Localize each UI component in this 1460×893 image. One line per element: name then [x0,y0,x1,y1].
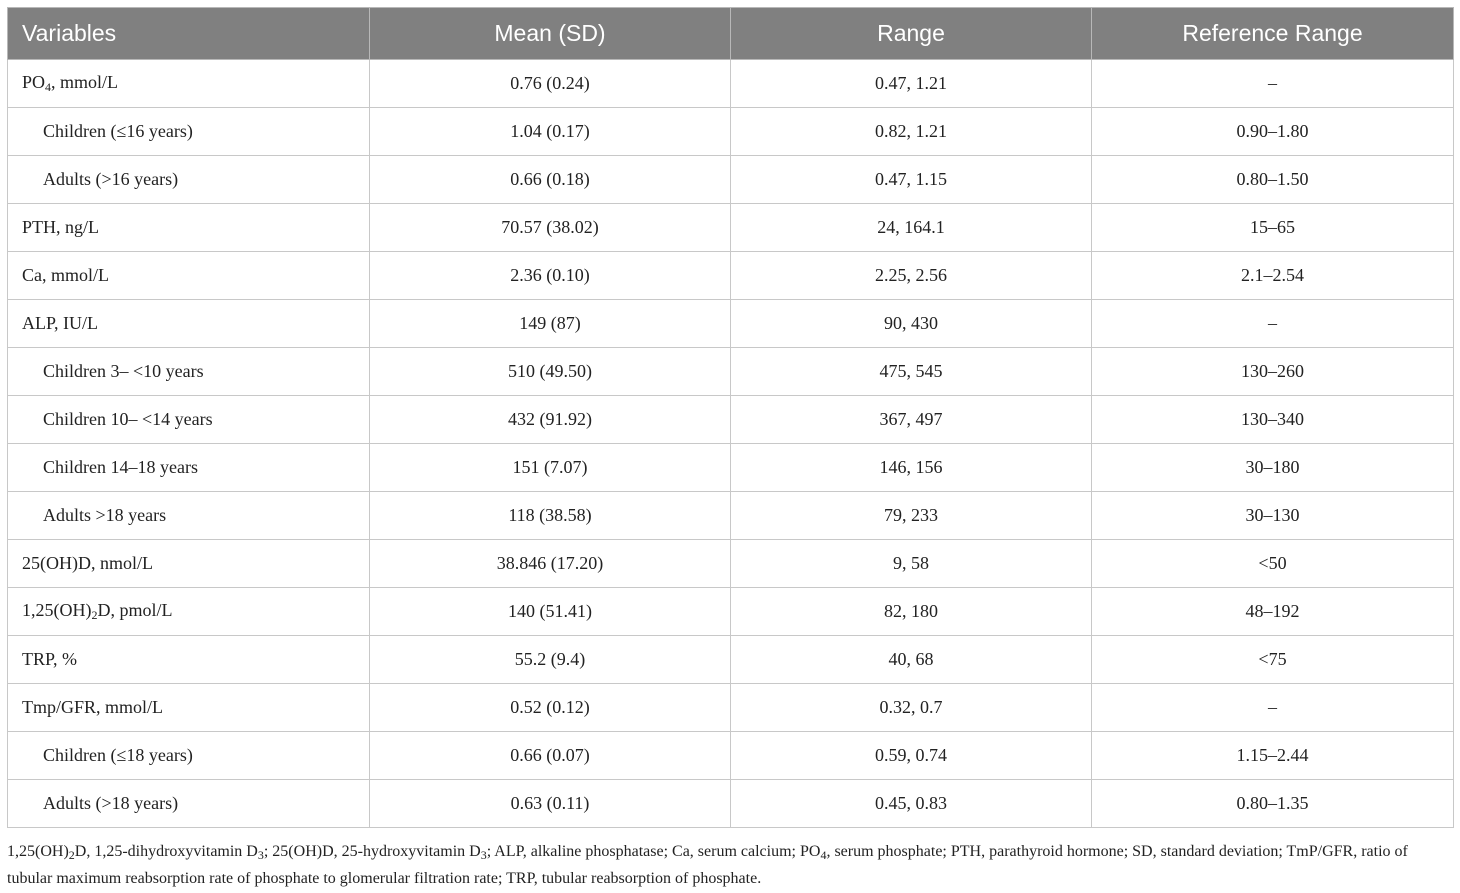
range-cell: 9, 58 [731,540,1092,588]
variable-cell [8,636,370,684]
table-header [8,8,1454,60]
reference-range-cell: 130–340 [1092,396,1454,444]
header-mean-sd: Mean (SD) [370,8,731,60]
reference-range-cell: – [1092,684,1454,732]
mean-sd-cell: 151 (7.07) [370,444,731,492]
header-variables: Variables [8,8,370,60]
mean-sd-cell: 149 (87) [370,300,731,348]
header-reference-range: Reference Range [1092,8,1454,60]
table-footnote [7,840,1453,890]
variable-cell [8,444,370,492]
table-row [8,444,1454,492]
variable-cell [8,588,370,636]
variable-cell [8,780,370,828]
variable-label: Adults (>16 years) [43,169,179,189]
range-cell: 40, 68 [731,636,1092,684]
mean-sd-cell: 432 (91.92) [370,396,731,444]
table-row [8,300,1454,348]
variable-label: Children (≤18 years) [43,745,193,765]
footnote-subscript: 3 [257,848,264,862]
variable-cell [8,492,370,540]
footnote-part: D, 1,25-dihydroxyvitamin D [74,843,258,860]
variable-label: Ca, mmol/L [22,265,109,285]
reference-range-cell: 0.80–1.50 [1092,156,1454,204]
variable-label: ALP, IU/L [22,313,98,333]
range-cell: 90, 430 [731,300,1092,348]
table-row [8,540,1454,588]
table-row [8,732,1454,780]
mean-sd-cell: 140 (51.41) [370,588,731,636]
footnote-part: , serum phosphate; PTH, parathyroid hormone; SD, standard deviation; TmP/GFR, ratio of tubular maximum reabsorption rate of phosphate to glomerular filtration rate; TRP, tubular reabsorption of phosphate. [7,843,1408,887]
reference-range-cell: <75 [1092,636,1454,684]
variable-cell [8,156,370,204]
variable-label-subscript: 4 [45,80,52,94]
variable-label: Children 10– <14 years [43,409,213,429]
table-row [8,348,1454,396]
reference-range-cell: – [1092,60,1454,108]
table-row [8,492,1454,540]
mean-sd-cell: 55.2 (9.4) [370,636,731,684]
table-row [8,780,1454,828]
variable-label: TRP, % [22,649,78,669]
table-body [8,60,1454,828]
variable-cell [8,732,370,780]
table-row [8,588,1454,636]
mean-sd-cell: 0.76 (0.24) [370,60,731,108]
mean-sd-cell: 1.04 (0.17) [370,108,731,156]
table-row [8,684,1454,732]
header-range: Range [731,8,1092,60]
variable-cell [8,684,370,732]
range-cell: 79, 233 [731,492,1092,540]
table-row [8,204,1454,252]
table-row [8,396,1454,444]
reference-range-cell: 2.1–2.54 [1092,252,1454,300]
reference-range-cell: <50 [1092,540,1454,588]
variable-label: Adults >18 years [43,505,167,525]
variable-cell [8,540,370,588]
variable-label-suffix: , mmol/L [51,72,119,92]
reference-range-cell: – [1092,300,1454,348]
variable-label: PTH, ng/L [22,217,100,237]
reference-range-cell: 0.80–1.35 [1092,780,1454,828]
variable-cell [8,252,370,300]
range-cell: 0.45, 0.83 [731,780,1092,828]
table-row [8,636,1454,684]
variable-label-suffix: D, pmol/L [97,600,173,620]
variable-label: Children 14–18 years [43,457,198,477]
reference-range-cell: 15–65 [1092,204,1454,252]
reference-range-cell: 30–130 [1092,492,1454,540]
lab-values-table [7,7,1454,828]
variable-label: PO [22,72,46,92]
reference-range-cell: 30–180 [1092,444,1454,492]
variable-label-subscript: 2 [91,608,98,622]
table-container [7,7,1453,828]
variable-label: Adults (>18 years) [43,793,179,813]
footnote-subscript: 4 [820,848,827,862]
table-row [8,156,1454,204]
range-cell: 475, 545 [731,348,1092,396]
mean-sd-cell: 70.57 (38.02) [370,204,731,252]
footnote-part: 1,25(OH) [7,843,69,860]
range-cell: 82, 180 [731,588,1092,636]
mean-sd-cell: 510 (49.50) [370,348,731,396]
reference-range-cell: 48–192 [1092,588,1454,636]
variable-cell [8,204,370,252]
mean-sd-cell: 118 (38.58) [370,492,731,540]
variable-cell [8,396,370,444]
mean-sd-cell: 0.66 (0.07) [370,732,731,780]
variable-label: Children 3– <10 years [43,361,204,381]
footnote-part: ; ALP, alkaline phosphatase; Ca, serum calcium; PO [486,843,821,860]
range-cell: 0.47, 1.15 [731,156,1092,204]
variable-label: Children (≤16 years) [43,121,193,141]
range-cell: 0.82, 1.21 [731,108,1092,156]
footnote-subscript: 2 [68,848,75,862]
reference-range-cell: 130–260 [1092,348,1454,396]
mean-sd-cell: 2.36 (0.10) [370,252,731,300]
range-cell: 2.25, 2.56 [731,252,1092,300]
mean-sd-cell: 0.66 (0.18) [370,156,731,204]
reference-range-cell: 1.15–2.44 [1092,732,1454,780]
range-cell: 367, 497 [731,396,1092,444]
footnote-part: ; 25(OH)D, 25-hydroxyvitamin D [263,843,481,860]
variable-cell [8,348,370,396]
header-row [8,8,1454,60]
table-row [8,60,1454,108]
variable-cell [8,300,370,348]
variable-label: Tmp/GFR, mmol/L [22,697,164,717]
variable-label: 25(OH)D, nmol/L [22,553,153,573]
variable-cell [8,60,370,108]
mean-sd-cell: 0.52 (0.12) [370,684,731,732]
mean-sd-cell: 38.846 (17.20) [370,540,731,588]
range-cell: 0.59, 0.74 [731,732,1092,780]
range-cell: 24, 164.1 [731,204,1092,252]
range-cell: 146, 156 [731,444,1092,492]
variable-cell [8,108,370,156]
range-cell: 0.47, 1.21 [731,60,1092,108]
variable-label: 1,25(OH) [22,600,92,620]
mean-sd-cell: 0.63 (0.11) [370,780,731,828]
range-cell: 0.32, 0.7 [731,684,1092,732]
table-row [8,252,1454,300]
footnote-subscript: 3 [480,848,487,862]
reference-range-cell: 0.90–1.80 [1092,108,1454,156]
table-row [8,108,1454,156]
